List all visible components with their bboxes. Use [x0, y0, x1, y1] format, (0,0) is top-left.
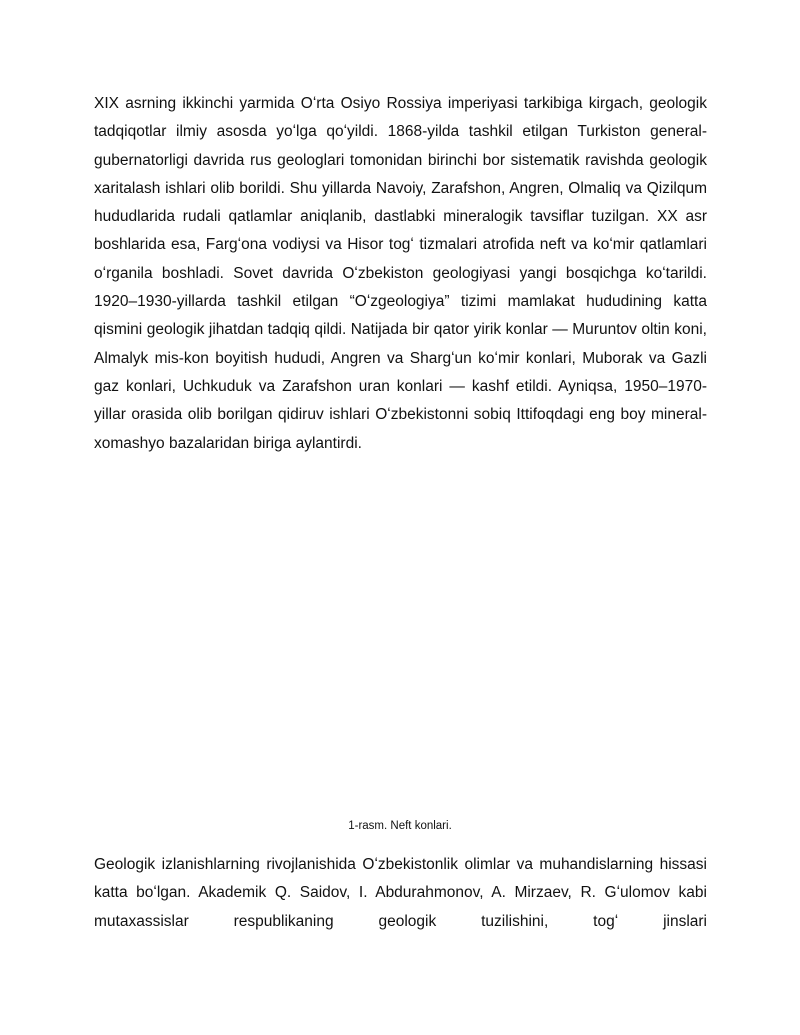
figure-caption: 1-rasm. Neft konlari.	[348, 820, 452, 832]
body-paragraph: Geologik izlanishlarning rivojlanishida Oʻzbekistonlik olimlar va muhandislarning hissasi katta boʻlgan. Akademik Q. Saidov, I. Abdurahmonov, A. Mirzaev, R. Gʻulomov kabi mutaxassislar respublikaning geologik tuzilishini, togʻ jinslari	[94, 856, 707, 930]
body-paragraph: XIX asrning ikkinchi yarmida Oʻrta Osiyo Rossiya imperiyasi tarkibiga kirgach, geologik tadqiqotlar ilmiy asosda yoʻlga qoʻyildi. 1868-yilda tashkil etilgan Turkiston general-gubernatorligi davrida rus geologlari tomonidan birinchi bor sistematik ravishda geologik xaritalash ishlari olib borildi. Shu yillarda Navoiy, Zarafshon, Angren, Olmaliq va Qizilqum hududlarida rudali qatlamlar aniqlanib, dastlabki mineralogik tavsiflar tuzilgan. XX asr boshlarida esa, Fargʻona vodiysi va Hisor togʻ tizmalari atrofida neft va koʻmir qatlamlari oʻrganila boshladi. Sovet davrida Oʻzbekiston geologiyasi yangi bosqichga koʻtarildi. 1920–1930-yillarda tashkil etilgan “Oʻzgeologiya” tizimi mamlakat hududining katta qismini geologik jihatdan tadqiq qildi. Natijada bir qator yirik konlar — Muruntov oltin koni, Almalyk mis-kon boyitish hududi, Angren va Shargʻun koʻmir konlari, Muborak va Gazli gaz konlari, Uchkuduk va Zarafshon uran konlari — kashf etildi. Ayniqsa, 1950–1970-yillar orasida olib borilgan qidiruv ishlari Oʻzbekistonni sobiq Ittifoqdagi eng boy mineral-xomashyo bazalaridan biriga aylantirdi.	[94, 95, 707, 452]
figure-placeholder	[94, 490, 707, 810]
